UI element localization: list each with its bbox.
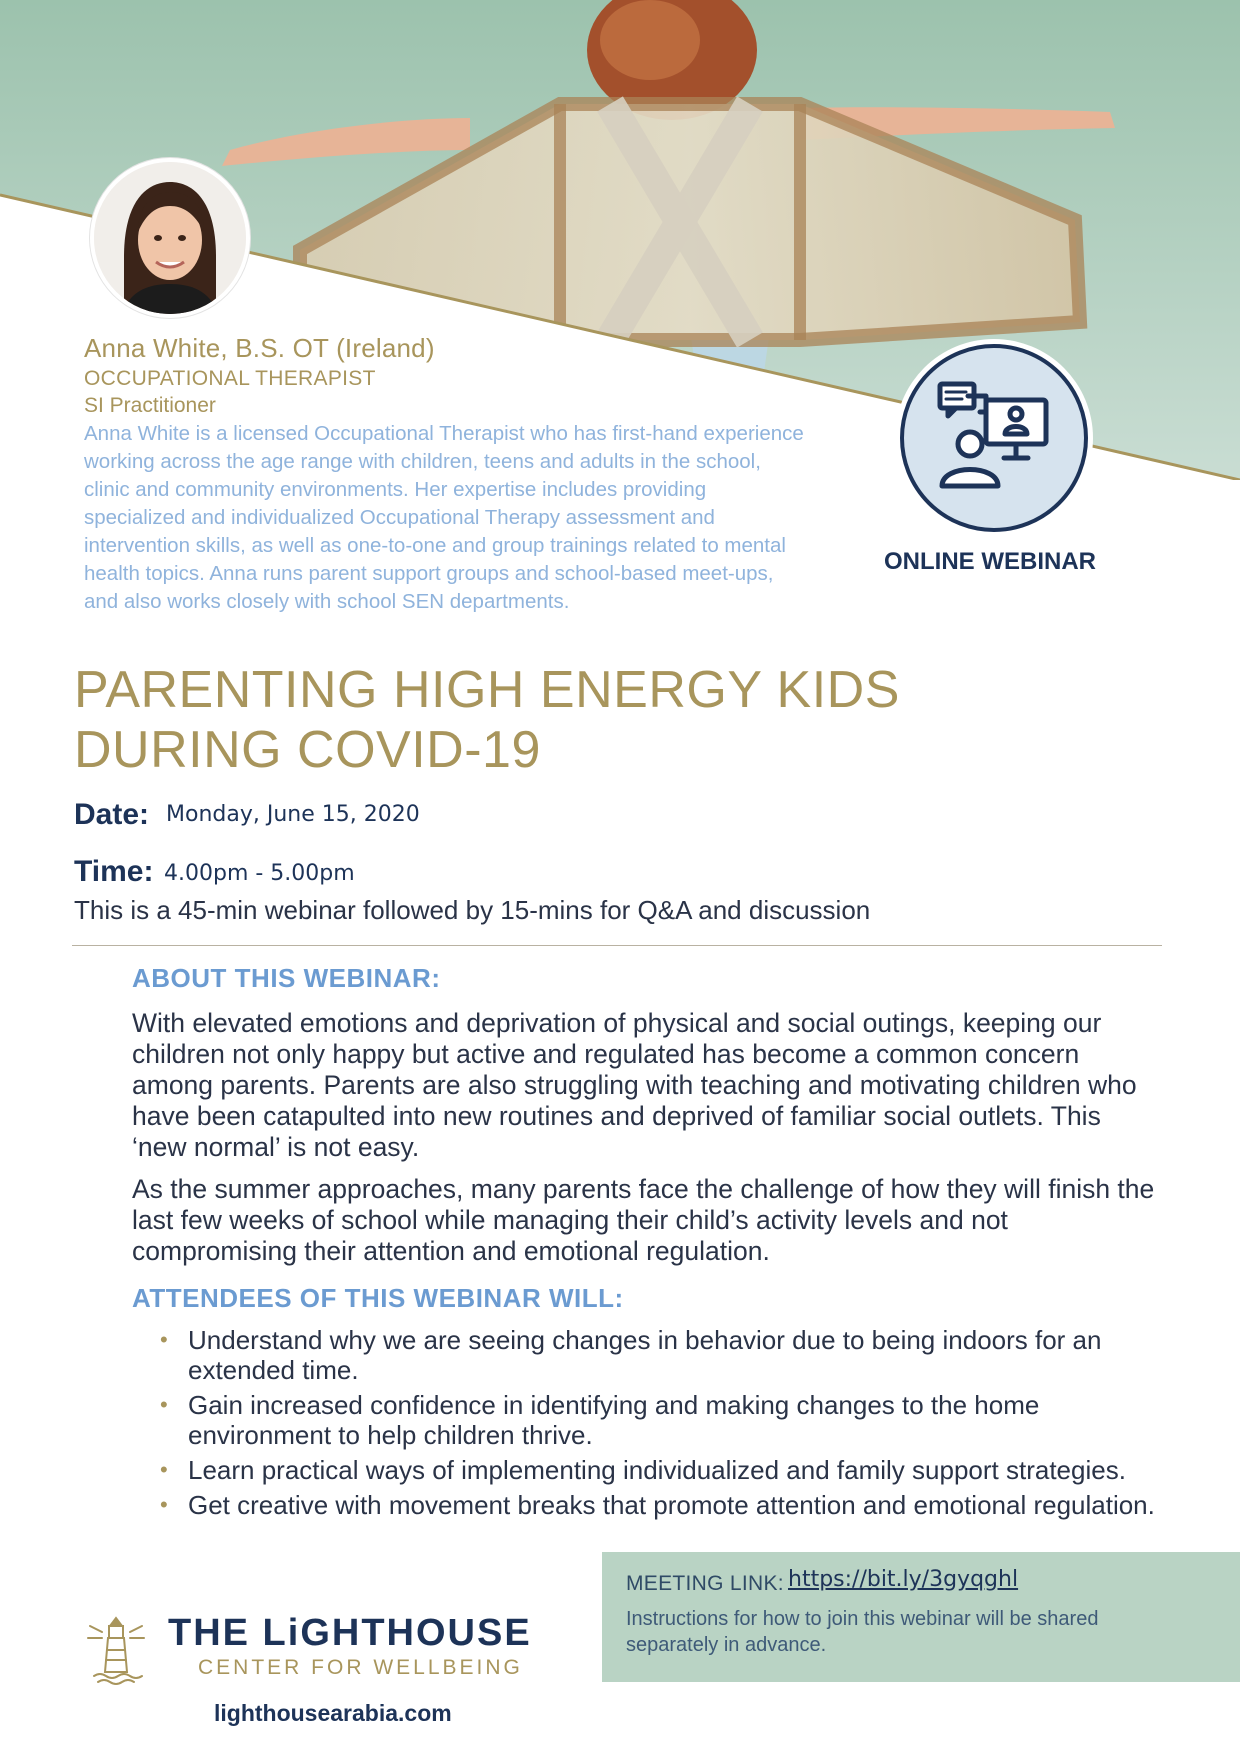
- event-title: [74, 660, 974, 780]
- attendees-heading: ATTENDEES OF THIS WEBINAR WILL:: [132, 1283, 624, 1313]
- date-value: Monday, June 15, 2020: [166, 802, 420, 827]
- bullet-icon: •: [160, 1457, 168, 1482]
- online-webinar-label: ONLINE WEBINAR: [884, 548, 1096, 575]
- event-title-line-2: DURING COVID-19: [74, 721, 541, 779]
- list-item: • Gain increased confidence in identifying and making changes to the home environment to help children thrive.: [160, 1390, 1040, 1450]
- time-label: Time:: [74, 855, 154, 888]
- speaker-subtitle: SI Practitioner: [84, 394, 216, 417]
- about-paragraph-2: As the summer approaches, many parents face the challenge of how they will finish the last few weeks of school while managing their child’s activity levels and not compromising their attention and emotional regulation.: [132, 1174, 1155, 1266]
- speaker-name: Anna White, B.S. OT (Ireland): [84, 333, 435, 363]
- online-webinar-icon: [900, 344, 1088, 532]
- list-item: • Understand why we are seeing changes in behavior due to being indoors for an extended time.: [160, 1325, 1102, 1385]
- duration-text: This is a 45-min webinar followed by 15-mins for Q&A and discussion: [74, 895, 871, 925]
- date-label: Date:: [74, 798, 150, 831]
- bullet-icon: •: [160, 1327, 168, 1352]
- meeting-link-label: MEETING LINK:: [626, 1572, 784, 1595]
- time-value: 4.00pm - 5.00pm: [164, 861, 355, 886]
- speaker-bio: Anna White is a licensed Occupational Therapist who has first-hand experience working across the age range with children, teens and adults in the school, clinic and community environments. Her expertise includes providing specialized and individualized Occupational Therapy assessment and intervention skills, as well as one-to-one and group trainings related to mental health topics. Anna runs parent support groups and school-based meet-ups, and also works closely with school SEN departments.: [84, 422, 804, 613]
- event-title-line-1: PARENTING HIGH ENERGY KIDS: [74, 661, 900, 719]
- meeting-link[interactable]: https://bit.ly/3gyqghl: [788, 1567, 1019, 1592]
- about-paragraph-1: With elevated emotions and deprivation of physical and social outings, keeping our children not only happy but active and regulated has become a common concern among parents. Parents are also struggling with teaching and motivating children who have been catapulted into new routines and deprived of familiar social outlets. This ‘new normal’ is not easy.: [132, 1008, 1137, 1162]
- about-heading: ABOUT THIS WEBINAR:: [132, 963, 441, 993]
- list-item: • Get creative with movement breaks that promote attention and emotional regulation.: [160, 1490, 1155, 1520]
- section-divider: [72, 945, 1162, 946]
- bullet-icon: •: [160, 1492, 168, 1517]
- speaker-avatar: [90, 158, 250, 318]
- logo-title: THE LiGHTHOUSE: [168, 1612, 532, 1654]
- meeting-note: Instructions for how to join this webinar will be shared separately in advance.: [626, 1608, 1099, 1656]
- website-link[interactable]: lighthousearabia.com: [214, 1700, 452, 1726]
- logo-subtitle: CENTER FOR WELLBEING: [198, 1656, 523, 1679]
- list-item: • Learn practical ways of implementing individualized and family support strategies.: [160, 1455, 1126, 1485]
- speaker-role: OCCUPATIONAL THERAPIST: [84, 367, 376, 390]
- lighthouse-icon: [86, 1612, 146, 1688]
- attendees-list: [160, 1325, 1180, 1525]
- bullet-icon: •: [160, 1392, 168, 1417]
